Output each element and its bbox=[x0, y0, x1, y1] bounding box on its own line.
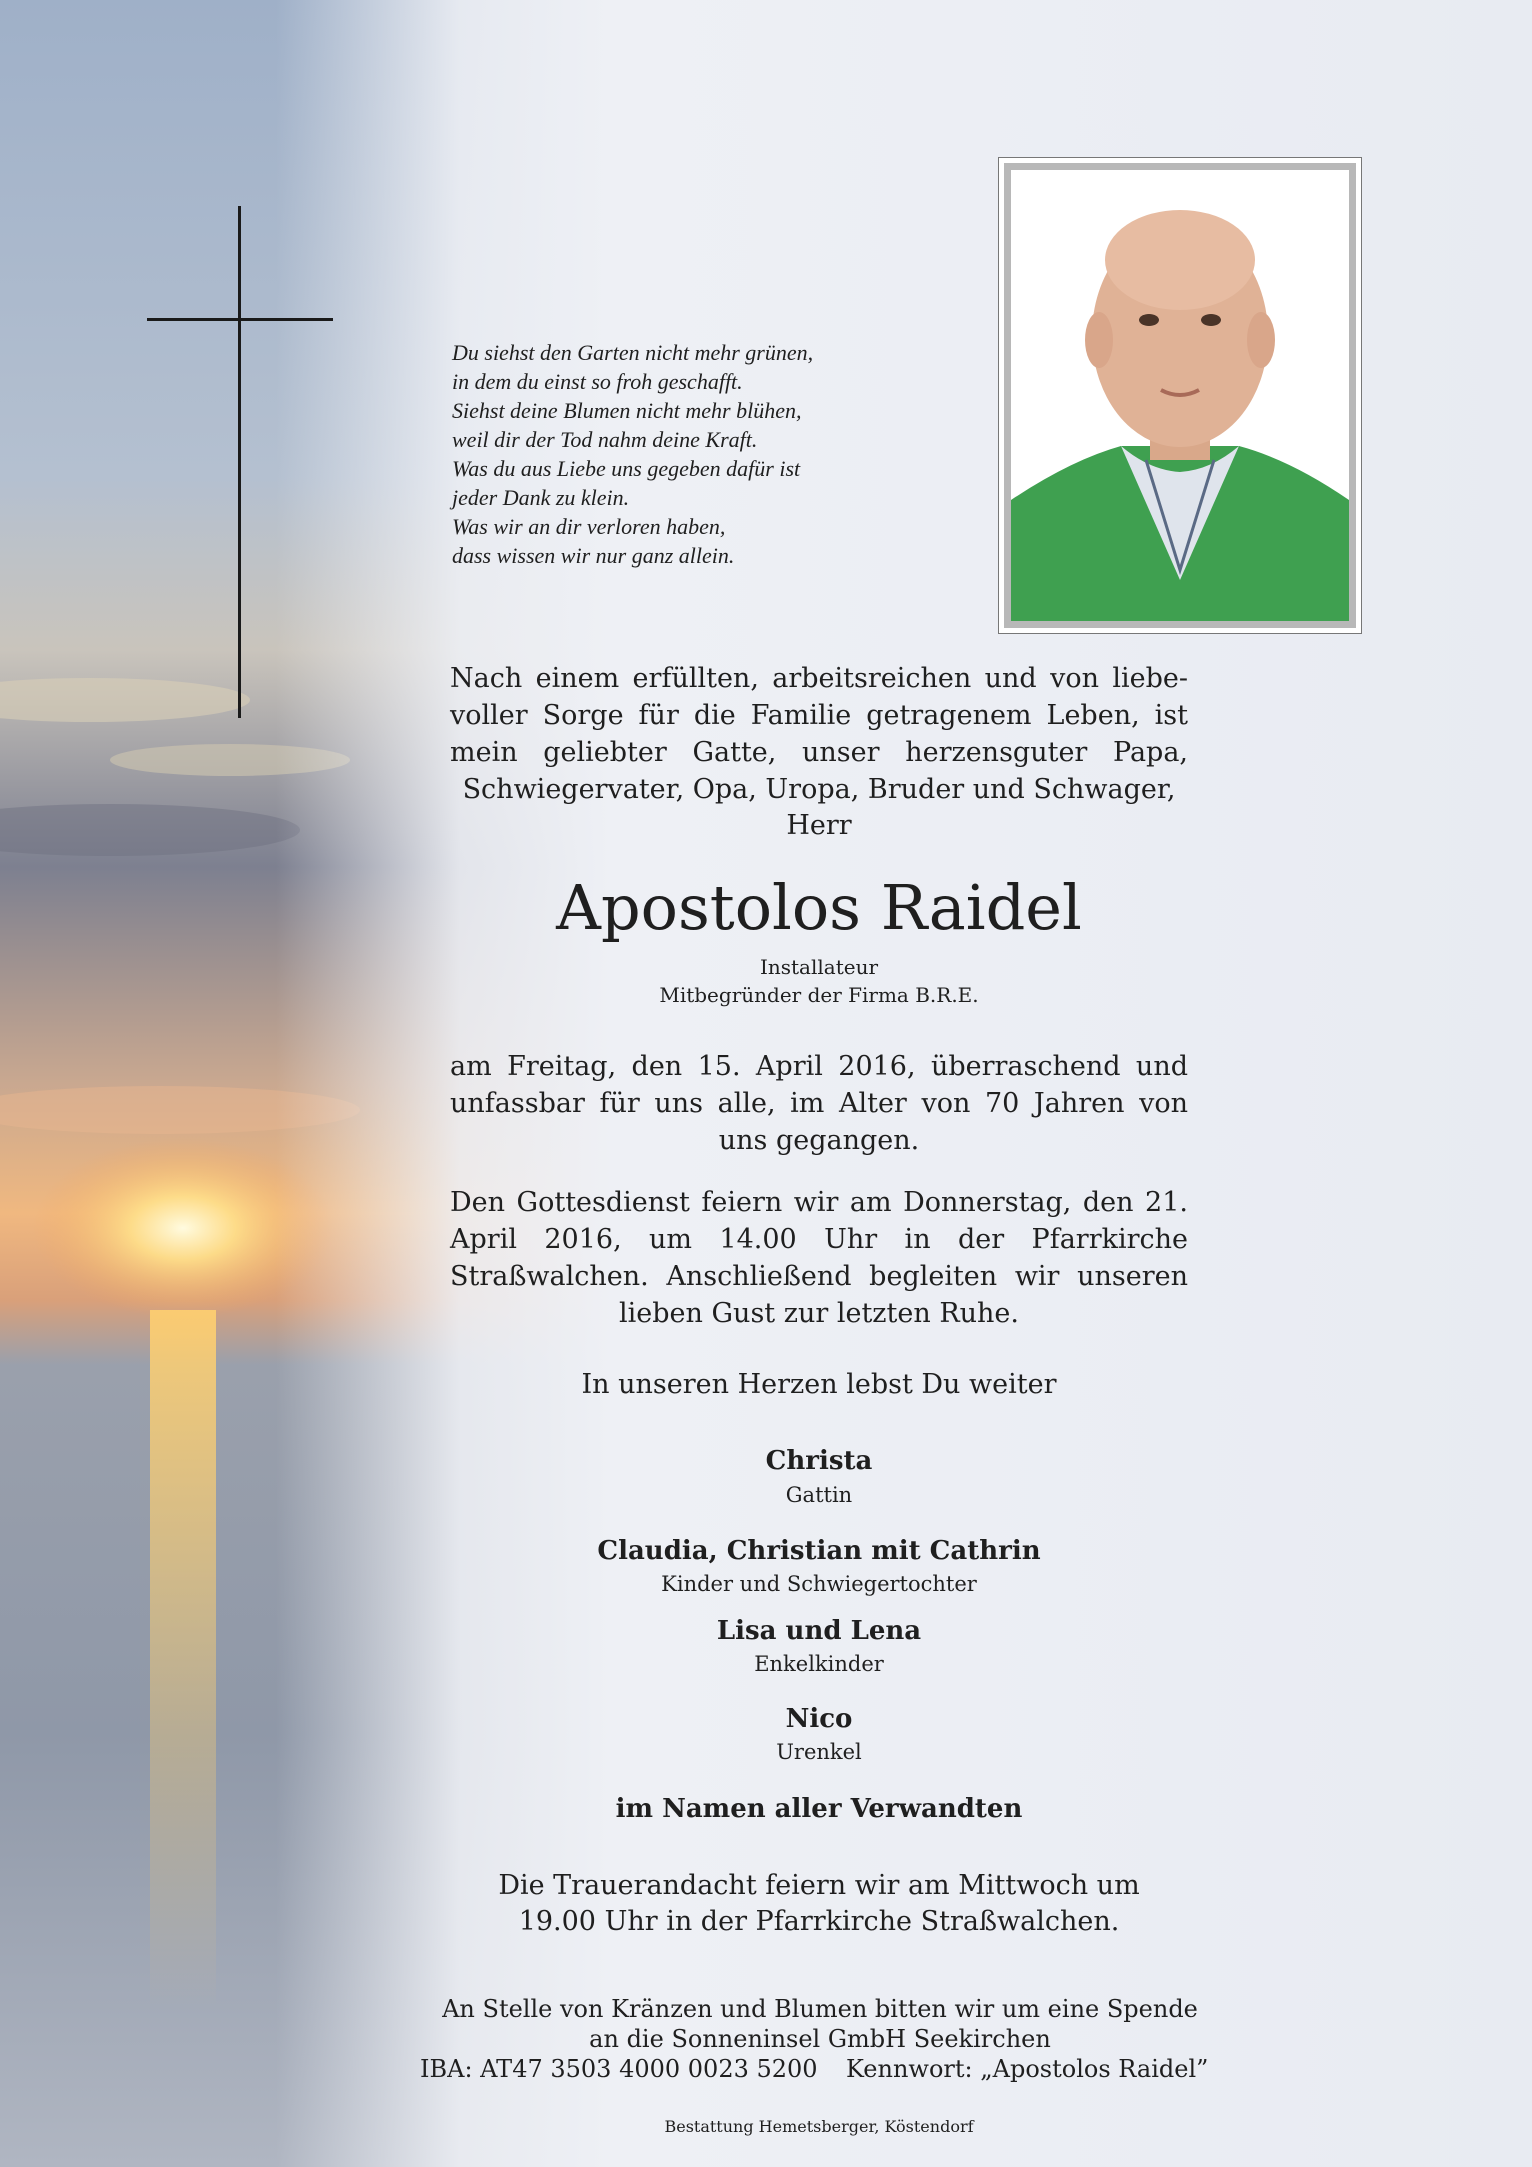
family-member-name: Nico bbox=[785, 1704, 853, 1734]
vigil-line-1: Die Trauerandacht feiern wir am Mittwoch um bbox=[498, 1870, 1140, 1901]
vigil-line-2: 19.00 Uhr in der Pfarrkirche Straßwalchen. bbox=[518, 1906, 1120, 1937]
family-member-name: Claudia, Christian mit Cathrin bbox=[597, 1536, 1041, 1566]
donation-line-2: an die Sonneninsel GmbH Seekirchen bbox=[589, 2025, 1051, 2053]
family-member-role: Gattin bbox=[785, 1483, 853, 1507]
motto: In unseren Herzen lebst Du weiter bbox=[581, 1369, 1057, 1400]
salutation: Herr bbox=[786, 810, 852, 841]
poem-line: dass wissen wir nur ganz allein. bbox=[452, 543, 735, 568]
death-notice: am Freitag, den 15. April 2016, überraschend und unfassbar für uns alle, im Alter von 70 Jahren von uns gegangen. bbox=[450, 1051, 1188, 1156]
poem bbox=[452, 338, 972, 570]
funeral-service: Den Gottesdienst feiern wir am Donnerstag, den 21. April 2016, um 14.00 Uhr in der Pfarrkirche Straßwalchen. Anschließend begleiten wir unseren lieben Gust zur letzten Ruhe. bbox=[450, 1187, 1188, 1329]
intro-paragraph: Nach einem erfüllten, arbeitsreichen und von liebe-voller Sorge für die Familie getragenem Leben, ist mein geliebter Gatte, unser herzensguter Papa, Schwiegervater, Opa, Uropa, Bruder und Schwager, bbox=[450, 663, 1188, 805]
relatives-line: im Namen aller Verwandten bbox=[615, 1794, 1023, 1824]
poem-line: in dem du einst so froh geschafft. bbox=[452, 369, 743, 394]
family-member-role: Kinder und Schwiegertochter bbox=[661, 1572, 977, 1596]
poem-line: Siehst deine Blumen nicht mehr blühen, bbox=[452, 398, 802, 423]
poem-line: weil dir der Tod nahm deine Kraft. bbox=[452, 427, 758, 452]
cofounder-note: Mitbegründer der Firma B.R.E. bbox=[659, 983, 979, 1007]
family-member-role: Enkelkinder bbox=[754, 1652, 884, 1676]
cross-icon bbox=[238, 206, 241, 718]
poem-line: Du siehst den Garten nicht mehr grünen, bbox=[452, 340, 814, 365]
portrait-frame bbox=[998, 157, 1362, 634]
poem-line: Was du aus Liebe uns gegeben dafür ist bbox=[452, 456, 801, 481]
family-member-name: Christa bbox=[765, 1446, 873, 1476]
funeral-home-footer: Bestattung Hemetsberger, Köstendorf bbox=[664, 2117, 974, 2136]
portrait-photo bbox=[1004, 163, 1356, 628]
poem-line: Was wir an dir verloren haben, bbox=[452, 514, 726, 539]
cross-icon-crossbar bbox=[147, 318, 333, 321]
occupation: Installateur bbox=[759, 955, 879, 979]
donation-line-1: An Stelle von Kränzen und Blumen bitten wir um eine Spende bbox=[442, 1995, 1198, 2023]
bank-iban: IBA: AT47 3503 4000 0023 5200 bbox=[420, 2055, 818, 2083]
poem-line: jeder Dank zu klein. bbox=[452, 485, 630, 510]
family-member-name: Lisa und Lena bbox=[716, 1616, 922, 1646]
donation-keyword: Kennwort: „Apostolos Raidel” bbox=[846, 2055, 1209, 2083]
deceased-name: Apostolos Raidel bbox=[556, 871, 1082, 944]
family-member-role: Urenkel bbox=[776, 1740, 862, 1764]
